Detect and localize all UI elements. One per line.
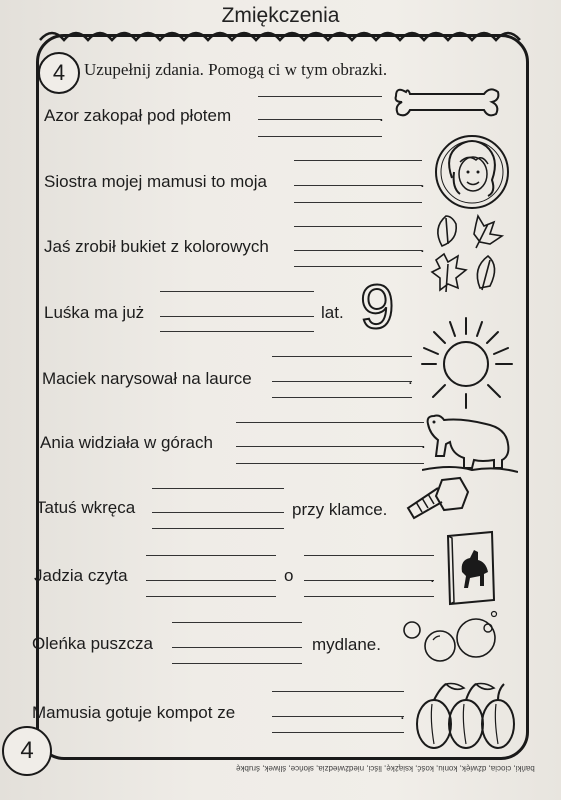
answer-line[interactable] <box>294 202 422 203</box>
answer-line[interactable] <box>258 136 382 137</box>
horse-book-icon <box>444 530 498 606</box>
sentence-1-period: . <box>379 106 384 125</box>
answer-line[interactable] <box>304 580 434 581</box>
answer-line[interactable] <box>146 580 276 581</box>
sentence-7-text: Tatuś wkręca <box>36 498 136 517</box>
answer-line[interactable] <box>146 555 276 556</box>
sentence-6-text: Ania widziała w górach <box>40 433 213 452</box>
polar-bear-icon <box>422 410 518 474</box>
answer-line[interactable] <box>258 96 382 97</box>
sentence-7-after: przy klamce. <box>292 500 388 519</box>
nine-digit-picture <box>358 276 404 336</box>
sentence-9-after: mydlane. <box>312 635 381 654</box>
answer-line[interactable] <box>272 732 404 733</box>
screw-icon <box>402 474 472 528</box>
page-number-badge: 4 <box>2 726 52 776</box>
sentence-9-text: Oleńka puszcza <box>32 634 153 653</box>
answer-line[interactable] <box>152 488 284 489</box>
answer-line[interactable] <box>304 596 434 597</box>
sentence-8-middle: o <box>284 566 294 585</box>
sun-icon <box>418 314 514 410</box>
sentence-5-period: . <box>408 369 413 388</box>
exercise-number-badge: 4 <box>38 52 80 94</box>
page-title: Zmiękczenia <box>221 4 340 27</box>
sentence-8-period: . <box>430 567 435 586</box>
answer-line[interactable] <box>160 291 314 292</box>
plums-icon <box>412 680 516 752</box>
sentence-2-period: . <box>420 172 425 191</box>
sentence-4-text: Luśka ma już <box>44 303 145 322</box>
bone-icon <box>392 84 502 120</box>
answer-line[interactable] <box>160 316 314 317</box>
answer-line[interactable] <box>152 512 284 513</box>
aunt-face-icon <box>432 132 512 212</box>
answer-line[interactable] <box>160 331 314 332</box>
answer-line[interactable] <box>294 266 422 267</box>
answer-line[interactable] <box>152 528 284 529</box>
answer-line[interactable] <box>304 555 434 556</box>
leaves-icon <box>428 212 510 294</box>
answer-line[interactable] <box>236 422 424 423</box>
answer-line[interactable] <box>272 397 412 398</box>
answer-line[interactable] <box>272 356 412 357</box>
nine-digit-text: 9 <box>360 276 395 336</box>
answer-line[interactable] <box>172 622 302 623</box>
answer-line[interactable] <box>294 226 422 227</box>
answer-line[interactable] <box>258 119 382 120</box>
answer-line[interactable] <box>272 716 404 717</box>
sentence-8-text: Jadzia czyta <box>34 566 128 585</box>
answer-line[interactable] <box>294 250 422 251</box>
sentence-10-text: Mamusia gotuje kompot ze <box>32 703 236 722</box>
answer-line[interactable] <box>172 647 302 648</box>
answer-line[interactable] <box>272 691 404 692</box>
answer-line[interactable] <box>236 463 424 464</box>
sentence-4-after: lat. <box>321 303 344 322</box>
answer-line[interactable] <box>294 185 422 186</box>
bubbles-icon <box>400 610 504 670</box>
sentence-5-text: Maciek narysował na laurce <box>42 369 252 388</box>
answer-line[interactable] <box>172 663 302 664</box>
sentence-3-text: Jaś zrobił bukiet z kolorowych <box>44 237 269 256</box>
sentence-1-text: Azor zakopał pod płotem <box>44 106 232 125</box>
answer-line[interactable] <box>236 446 424 447</box>
sentence-3-period: . <box>420 237 425 256</box>
sentence-2-text: Siostra mojej mamusi to moja <box>44 172 267 191</box>
answer-line[interactable] <box>294 160 422 161</box>
answer-line[interactable] <box>272 381 412 382</box>
instruction-text: Uzupełnij zdania. Pomogą ci w tym obrazki. <box>84 60 388 79</box>
sentence-10-period: . <box>400 704 405 723</box>
sentence-6-period: . <box>421 433 426 452</box>
footer-answer-words: bańki, ciocia, dźwięk, koniu, kość, książkę, liści, niedźwiedzia, słońce, śliwek, śrubkę <box>236 764 535 773</box>
answer-line[interactable] <box>146 596 276 597</box>
